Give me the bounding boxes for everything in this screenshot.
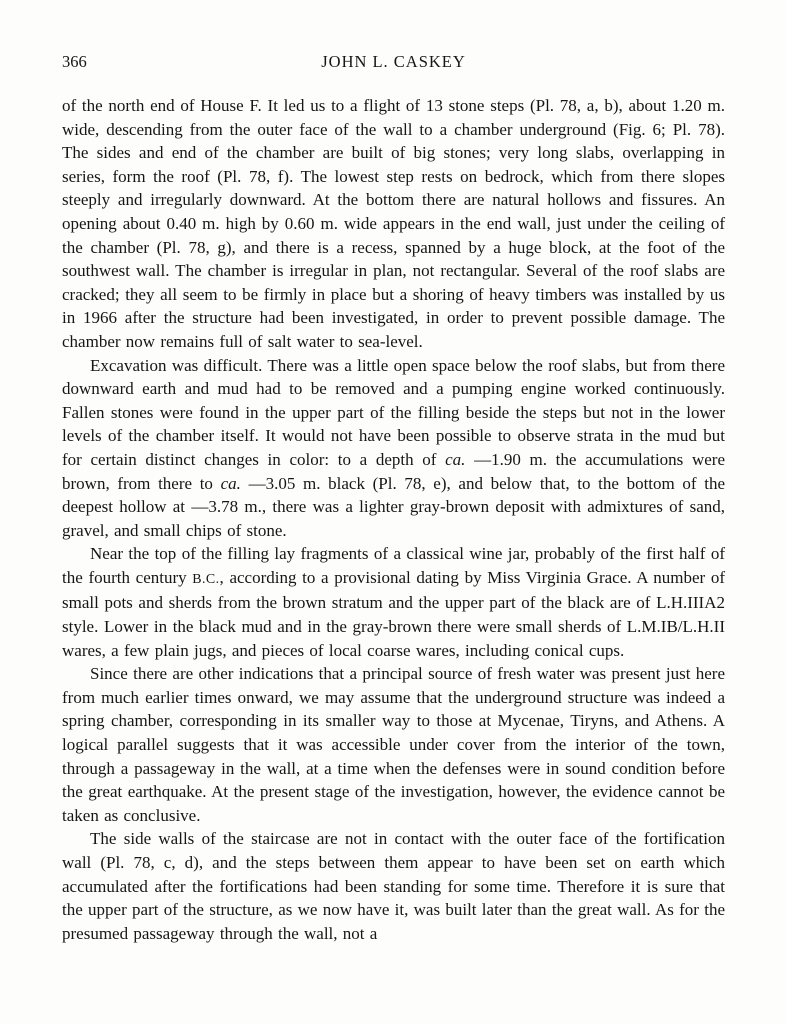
text-segment: ca.	[445, 449, 466, 469]
page-number: 366	[62, 52, 87, 71]
text-segment: The side walls of the staircase are not in contact with the outer face of the fortification wall (Pl. 78, c, d), and the steps between them appear to have been set on earth which accumulated after the fortifications had been standing for some time. Therefore it is sure that the upper part of the structure, as we now have it, was built later than the great wall. As for the presumed passageway through the wall, not a	[62, 829, 725, 943]
paragraph	[62, 542, 725, 662]
paragraph	[62, 354, 725, 543]
text-segment: of the north end of House F. It led us to a flight of 13 stone steps (Pl. 78, a, b), about 1.20 m. wide, descending from the outer face of the wall to a chamber underground (Fig. 6; Pl. 78). The sides and end of the chamber are built of big stones; very long slabs, overlapping in series, form the roof (Pl. 78, f). The lowest step rests on bedrock, which from there slopes steeply and irregularly downward. At the bottom there are natural hollows and fissures. An opening about 0.40 m. high by 0.60 m. wide appears in the end wall, just under the ceiling of the chamber (Pl. 78, g), and there is a recess, spanned by a huge block, at the foot of the southwest wall. The chamber is irregular in plan, not rectangular. Several of the roof slabs are cracked; they all seem to be firmly in place but a shoring of heavy timbers was installed by us in 1966 after the structure had been investigated, in order to prevent possible damage. The chamber now remains full of salt water to sea-level.	[62, 96, 725, 351]
text-segment: Since there are other indications that a principal source of fresh water was present just here from much earlier times onward, we may assume that the underground structure was indeed a spring chamber, corresponding in its smaller way to those at Mycenae, Tiryns, and Athens. A logical parallel suggests that it was accessible under cover from the interior of the town, through a passageway in the wall, at a time when the defenses were in sound condition before the great earthquake. At the present stage of the investigation, however, the evidence cannot be taken as conclusive.	[62, 664, 725, 825]
paragraph	[62, 94, 725, 354]
text-segment: ca.	[220, 473, 241, 493]
text-segment: —1.90 m. the accumulations were brown, from there to	[62, 449, 725, 493]
body-text	[62, 94, 725, 945]
paragraph	[62, 662, 725, 827]
paragraph	[62, 827, 725, 945]
page-content	[62, 50, 725, 945]
text-segment: —3.05 m. black (Pl. 78, e), and below that, to the bottom of the deepest hollow at —3.78 m., there was a lighter gray-brown deposit with admixtures of sand, gravel, and small chips of stone.	[62, 473, 725, 540]
text-segment: Near the top of the filling lay fragments of a classical wine jar, probably of the first half of the fourth century	[62, 544, 725, 587]
page-header	[62, 50, 725, 74]
text-segment: Excavation was difficult. There was a little open space below the roof slabs, but from there downward earth and mud had to be removed and a pumping engine worked continuously. Fallen stones were found in the upper part of the filling beside the steps but not in the lower levels of the chamber itself. It would not have been possible to observe strata in the mud but for certain distinct changes in color: to a depth of	[62, 355, 725, 469]
text-segment: , according to a provisional dating by Miss Virginia Grace. A number of small pots and sherds from the brown stratum and the upper part of the black are of L.H.IIIA2 style. Lower in the black mud and in the gray-brown there were small sherds of L.M.IB/L.H.II wares, a few plain jugs, and pieces of local coarse wares, including conical cups.	[62, 567, 725, 660]
running-head: JOHN L. CASKEY	[321, 52, 466, 71]
text-segment: B.C.	[192, 571, 220, 587]
